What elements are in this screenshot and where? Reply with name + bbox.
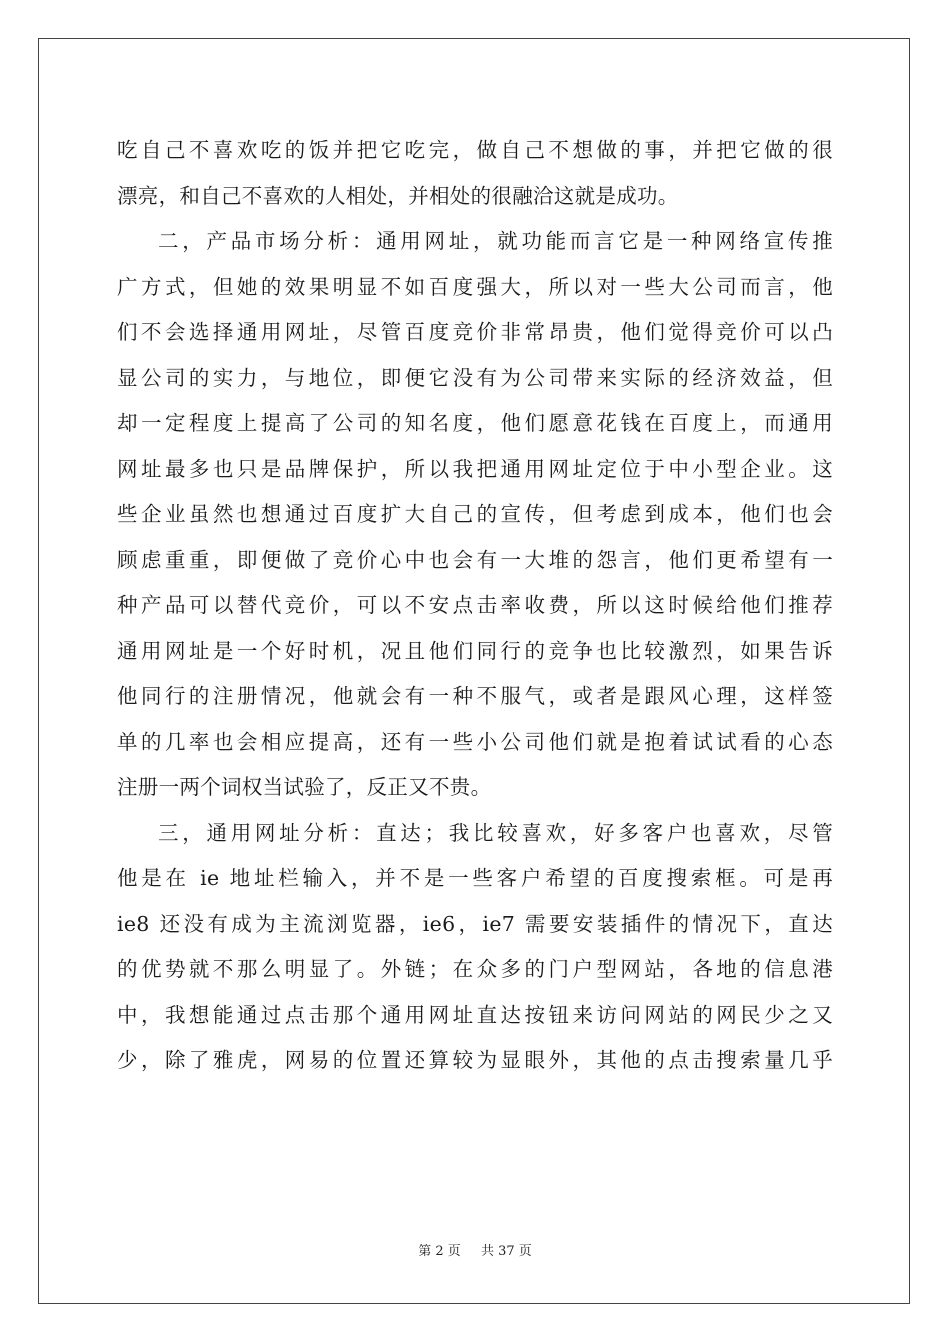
- text-line: 种产品可以替代竞价，可以不安点击率收费，所以这时候给他们推荐: [117, 593, 833, 617]
- paragraph: [117, 219, 833, 811]
- text-line: 注册一两个词权当试验了，反正又不贵。: [117, 775, 492, 799]
- text-line: 顾虑重重，即便做了竞价心中也会有一大堆的怨言，他们更希望有一: [117, 547, 833, 572]
- text-line: 三，通用网址分析：直达；我比较喜欢，好多客户也喜欢，尽管: [158, 820, 833, 845]
- text-line: 漂亮，和自己不喜欢的人相处，并相处的很融洽这就是成功。: [117, 183, 679, 208]
- text-line: 他是在 ie 地址栏输入，并不是一些客户希望的百度搜索框。可是再: [117, 866, 833, 890]
- page-number: 第 2 页: [418, 1244, 461, 1259]
- text-line: 中，我想能通过点击那个通用网址直达按钮来访问网站的网民少之又: [117, 1002, 833, 1027]
- paragraph: [117, 811, 833, 1084]
- text-line: 单的几率也会相应提高，还有一些小公司他们就是抱着试试看的心态: [117, 729, 833, 754]
- page-footer: [0, 1240, 950, 1259]
- text-line: 少，除了雅虎，网易的位置还算较为显眼外，其他的点击搜索量几乎: [117, 1048, 833, 1072]
- text-line: 却一定程度上提高了公司的知名度，他们愿意花钱在百度上，而通用: [117, 411, 833, 435]
- text-line: 他同行的注册情况，他就会有一种不服气，或者是跟风心理，这样签: [117, 684, 833, 708]
- text-line: 吃自己不喜欢吃的饭并把它吃完，做自己不想做的事，并把它做的很: [117, 138, 833, 162]
- text-line: 网址最多也只是品牌保护，所以我把通用网址定位于中小型企业。这: [117, 456, 833, 481]
- page-total: 共 37 页: [480, 1244, 532, 1259]
- text-line: 些企业虽然也想通过百度扩大自己的宣传，但考虑到成本，他们也会: [117, 502, 833, 526]
- document-body: [117, 128, 833, 1084]
- text-line: 的优势就不那么明显了。外链；在众多的门户型网站，各地的信息港: [117, 957, 833, 981]
- text-line: 通用网址是一个好时机，况且他们同行的竞争也比较激烈，如果告诉: [117, 638, 833, 663]
- text-line: 广方式，但她的效果明显不如百度强大，所以对一些大公司而言，他: [117, 274, 833, 299]
- text-line: 二，产品市场分析：通用网址，就功能而言它是一种网络宣传推: [158, 229, 833, 253]
- text-line: 们不会选择通用网址，尽管百度竞价非常昂贵，他们觉得竞价可以凸: [117, 320, 833, 344]
- text-line: 显公司的实力，与地位，即便它没有为公司带来实际的经济效益，但: [117, 365, 833, 390]
- paragraph: [117, 128, 833, 219]
- text-line: ie8 还没有成为主流浏览器，ie6，ie7 需要安装插件的情况下，直达: [117, 911, 833, 936]
